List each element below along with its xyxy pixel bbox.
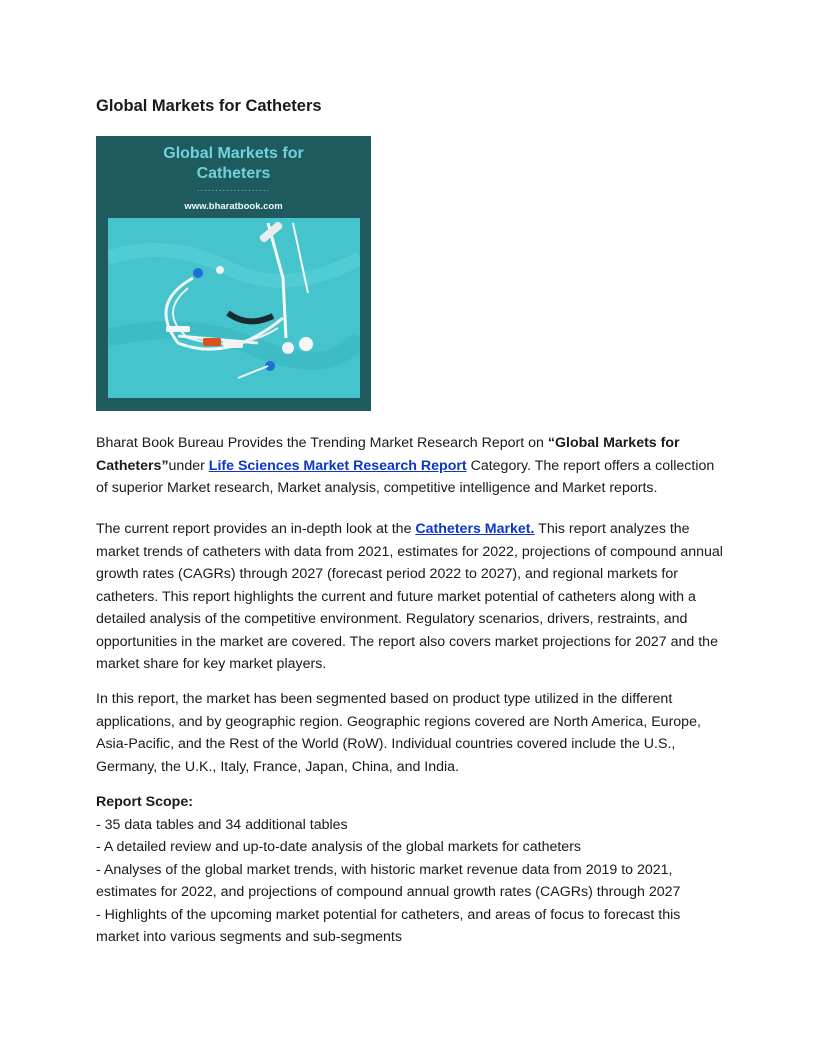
cover-title — [96, 144, 371, 184]
cover-title-line2: Catheters — [196, 165, 271, 182]
scope-item: - Analyses of the global market trends, with historic market revenue data from 2019 to 2021, estimates for 2022, and projections of compound annual growth rates (CAGRs) through 2027 — [96, 861, 681, 900]
catheters-market-link[interactable]: Catheters Market. — [415, 521, 535, 537]
cover-divider: ···················· — [196, 186, 271, 195]
cover-title-line1: Global Markets for — [163, 145, 304, 162]
intro-report-title: “Global Markets for Catheters” — [96, 435, 680, 474]
scope-item: - Highlights of the upcoming market potential for catheters, and areas of focus to forecast this market into various segments and sub-segments — [96, 906, 681, 945]
scope-item: - A detailed review and up-to-date analysis of the global markets for catheters — [96, 839, 582, 855]
intro-text-2: under — [168, 457, 209, 474]
report-scope — [96, 791, 726, 949]
intro-text-1: Bharat Book Bureau Provides the Trending Market Research Report on — [96, 435, 548, 451]
intro-text-3: Category. The report offers a collection of superior Market research, Market analysis, competitive intelligence and Market reports. — [96, 457, 715, 496]
cover-image — [96, 136, 371, 411]
intro-paragraph — [96, 432, 726, 500]
overview-text-2: This report analyzes the market trends of catheters with data from 2021, estimates for 2022, projections of compound annual growth rates (CAGRs) through 2027 (forecast period 2022 to 2027), and regional markets for catheters. This report highlights the current and future market potential of catheters along with a detailed analysis of the competitive environment. Regulatory scenarios, drivers, restraints, and opportunities in the market are covered. The report also covers market projections for 2027 and the market share for key market players. — [96, 521, 723, 672]
cover-url: www.bharatbook.com — [184, 201, 283, 212]
scope-item: - 35 data tables and 34 additional tables — [96, 816, 348, 833]
page-title: Global Markets for Catheters — [96, 97, 322, 115]
catheter-photo — [108, 218, 360, 398]
segmentation-paragraph: In this report, the market has been segmented based on product type utilized in the different applications, and by geographic region. Geographic regions covered are North America, Europe, Asia-Pacific, and the Rest of the World (RoW). Individual countries covered include the U.S., Germany, the U.K., Italy, France, Japan, China, and India. — [96, 691, 701, 775]
report-scope-heading: Report Scope: — [96, 794, 193, 810]
overview-paragraph — [96, 518, 726, 676]
overview-text-1: The current report provides an in-depth look at the — [96, 521, 416, 537]
life-sciences-report-link[interactable]: Life Sciences Market Research Report — [208, 457, 467, 474]
